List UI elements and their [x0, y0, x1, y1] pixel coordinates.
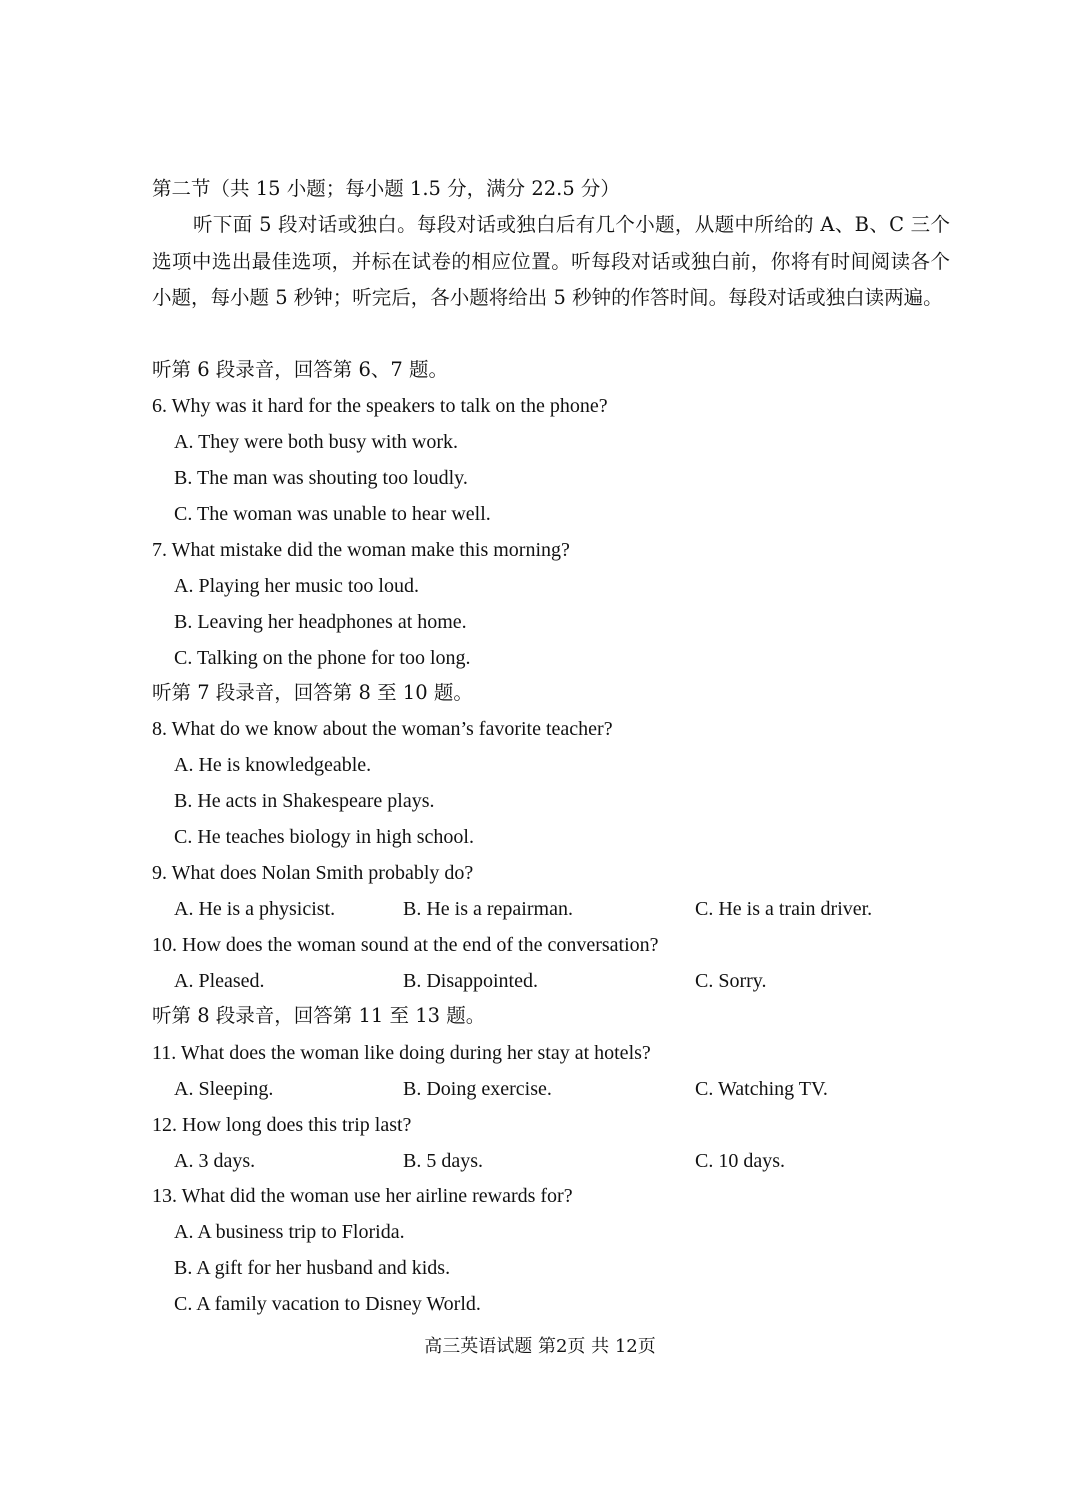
group-intro-7: 听第 7 段录音，回答第 8 至 10 题。 — [152, 681, 473, 704]
question-11-options — [174, 1071, 954, 1107]
question-10-option-b: B. Disappointed. — [403, 970, 538, 992]
question-11-option-c: C. Watching TV. — [695, 1078, 828, 1100]
question-12-stem: 12. How long does this trip last? — [152, 1114, 412, 1136]
question-13-option-a: A. A business trip to Florida. — [174, 1221, 405, 1243]
group-intro-8: 听第 8 段录音，回答第 11 至 13 题。 — [152, 1004, 486, 1027]
question-6-option-b: B. The man was shouting too loudly. — [174, 467, 468, 489]
question-12-option-c: C. 10 days. — [695, 1150, 785, 1172]
question-9-option-b: B. He is a repairman. — [403, 898, 573, 920]
question-11-option-b: B. Doing exercise. — [403, 1078, 552, 1100]
question-10-option-a: A. Pleased. — [174, 970, 265, 992]
question-10-options — [174, 963, 954, 999]
question-8-option-c: C. He teaches biology in high school. — [174, 826, 474, 848]
question-9-options — [174, 891, 954, 927]
question-9-option-c: C. He is a train driver. — [695, 898, 873, 920]
question-13-stem: 13. What did the woman use her airline rewards for? — [152, 1185, 573, 1207]
question-8-option-a: A. He is knowledgeable. — [174, 754, 372, 776]
question-7-option-a: A. Playing her music too loud. — [174, 575, 419, 597]
question-8-stem: 8. What do we know about the woman’s favorite teacher? — [152, 718, 613, 740]
question-6-stem: 6. Why was it hard for the speakers to talk on the phone? — [152, 395, 608, 417]
question-8-option-b: B. He acts in Shakespeare plays. — [174, 790, 435, 812]
question-13-option-c: C. A family vacation to Disney World. — [174, 1293, 481, 1315]
question-10-option-c: C. Sorry. — [695, 970, 767, 992]
question-6-option-c: C. The woman was unable to hear well. — [174, 503, 491, 525]
question-7-stem: 7. What mistake did the woman make this morning? — [152, 539, 570, 561]
question-12-options — [174, 1143, 954, 1179]
question-7-option-c: C. Talking on the phone for too long. — [174, 647, 471, 669]
question-9-stem: 9. What does Nolan Smith probably do? — [152, 862, 474, 884]
section-instructions: 听下面 5 段对话或独白。每段对话或独白后有几个小题，从题中所给的 A、B、C 三个选项中选出最佳选项，并标在试卷的相应位置。听每段对话或独白前，你将有时间阅读各个小题，每小题 5 秒钟；听完后，各小题将给出 5 秒钟的作答时间。每段对话或独白读两遍。 — [152, 213, 950, 309]
question-9-option-a: A. He is a physicist. — [174, 898, 336, 920]
question-10-stem: 10. How does the woman sound at the end of the conversation? — [152, 934, 659, 956]
group-intro-6: 听第 6 段录音，回答第 6、7 题。 — [152, 358, 449, 381]
question-13-option-b: B. A gift for her husband and kids. — [174, 1257, 451, 1279]
question-12-option-a: A. 3 days. — [174, 1150, 256, 1172]
question-6-option-a: A. They were both busy with work. — [174, 431, 459, 453]
section-heading: 第二节（共 15 小题；每小题 1.5 分，满分 22.5 分） — [152, 177, 620, 200]
question-12-option-b: B. 5 days. — [403, 1150, 483, 1172]
question-11-stem: 11. What does the woman like doing during her stay at hotels? — [152, 1042, 651, 1064]
page-footer: 高三英语试题 第2页 共 12页 — [424, 1336, 656, 1357]
question-7-option-b: B. Leaving her headphones at home. — [174, 611, 467, 633]
question-11-option-a: A. Sleeping. — [174, 1078, 274, 1100]
